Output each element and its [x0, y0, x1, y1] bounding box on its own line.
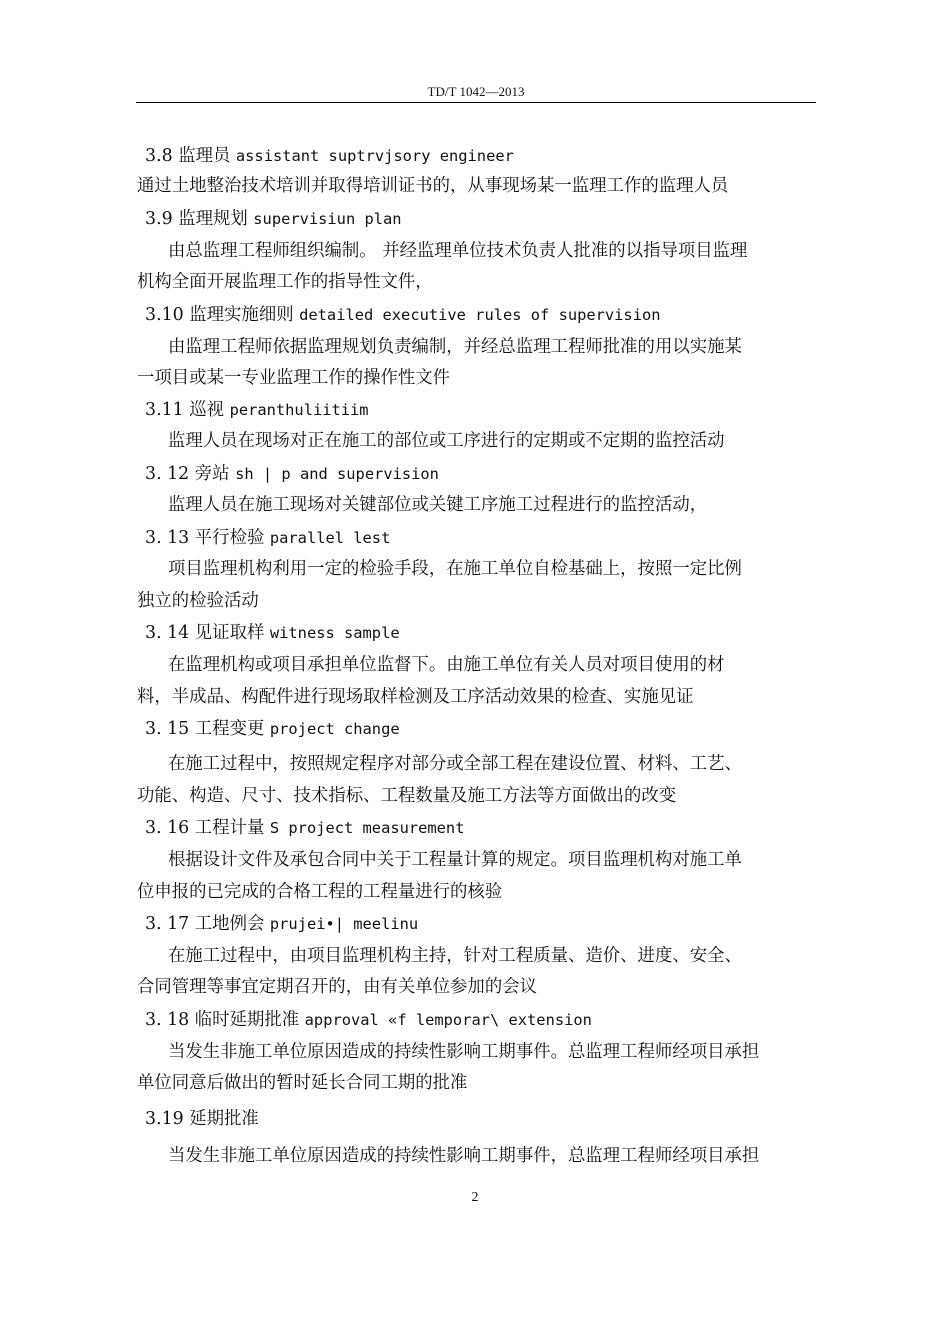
term-chinese: 监理员	[178, 146, 236, 166]
term-chinese: 临时延期批准	[194, 1010, 305, 1030]
term-chinese: 平行检验	[194, 528, 270, 548]
term-definition-line: 根据设计文件及承包合同中关于工程量计算的规定。项目监理机构对施工单	[168, 850, 742, 870]
term-heading	[145, 1009, 592, 1031]
term-definition-line: 在施工过程中，由项目监理机构主持，针对工程质量、造价、进度、安全、	[168, 946, 742, 966]
term-definition-line: 监理人员在现场对正在施工的部位或工序进行的定期或不定期的监控活动	[168, 431, 725, 451]
term-number: 3.11	[145, 400, 190, 420]
term-definition-line: 通过土地整治技术培训并取得培训证书的，从事现场某一监理工作的监理人员	[137, 176, 729, 196]
term-heading	[145, 622, 400, 644]
term-heading	[145, 527, 390, 549]
header-rule	[136, 102, 816, 103]
page-number: 2	[471, 1190, 479, 1205]
term-chinese: 监理规划	[178, 209, 254, 229]
term-number: 3.19	[145, 1109, 190, 1129]
term-english: parallel lest	[269, 529, 391, 547]
term-english: project change	[269, 720, 400, 738]
term-chinese: 巡视	[189, 400, 230, 420]
term-definition-line: 在施工过程中，按照规定程序对部分或全部工程在建设位置、材料、工艺、	[168, 754, 742, 774]
term-number: 3. 13	[145, 528, 195, 548]
term-number: 3. 15	[145, 719, 195, 739]
term-chinese: 工程变更	[194, 719, 270, 739]
term-chinese: 工地例会	[194, 914, 270, 934]
term-definition-line: 独立的检验活动	[137, 591, 259, 611]
term-heading	[145, 208, 402, 230]
term-english: peranthuliitiim	[229, 401, 369, 419]
term-chinese: 旁站	[194, 464, 236, 484]
term-chinese: 监理实施细则	[189, 305, 300, 325]
term-english: prujei•| meelinu	[269, 915, 419, 933]
term-heading	[145, 817, 464, 839]
term-definition-line: 合同管理等事宜定期召开的，由有关单位参加的会议	[137, 977, 537, 997]
term-heading	[145, 463, 439, 485]
term-definition-line: 当发生非施工单位原因造成的持续性影响工期事件。总监理工程师经项目承担	[168, 1042, 760, 1062]
term-english: S project measurement	[269, 819, 465, 837]
term-chinese: 延期批准	[189, 1109, 259, 1129]
term-heading	[145, 399, 369, 421]
term-definition-line: 单位同意后做出的暂时延长合同工期的批准	[137, 1073, 468, 1093]
term-number: 3.9	[145, 209, 179, 229]
term-heading	[145, 1108, 259, 1130]
term-chinese: 工程计量	[194, 818, 270, 838]
term-english: sh | p and supervision	[235, 465, 439, 483]
term-number: 3. 17	[145, 914, 195, 934]
term-number: 3. 14	[145, 623, 195, 643]
term-definition-line: 由总监理工程师组织编制。 并经监理单位技术负责人批准的以指导项目监理	[168, 241, 748, 261]
term-english: approval «f lemporar\ extension	[304, 1011, 592, 1029]
term-definition-line: 一项目或某一专业监理工作的操作性文件	[137, 368, 451, 388]
term-heading	[145, 913, 418, 935]
term-english: assistant suptrvjsory engineer	[235, 147, 514, 165]
term-english: supervisiun plan	[253, 210, 402, 228]
term-definition-line: 料，半成品、构配件进行现场取样检测及工序活动效果的检查、实施见证	[137, 687, 694, 707]
term-number: 3. 18	[145, 1010, 195, 1030]
term-english: detailed executive rules of supervision	[299, 306, 661, 324]
term-heading	[145, 718, 400, 740]
document-id-header: TD/T 1042—2013	[427, 84, 525, 99]
term-definition-line: 位申报的已完成的合格工程的工程量进行的核验	[137, 882, 503, 902]
term-number: 3. 16	[145, 818, 195, 838]
term-english: witness sample	[269, 624, 400, 642]
term-definition-line: 当发生非施工单位原因造成的持续性影响工期事件，总监理工程师经项目承担	[168, 1146, 760, 1166]
term-chinese: 见证取样	[194, 623, 270, 643]
term-heading	[145, 304, 661, 326]
term-definition-line: 功能、构造、尺寸、技术指标、工程数量及施工方法等方面做出的改变	[137, 786, 677, 806]
term-definition-line: 机构全面开展监理工作的指导性文件，	[137, 272, 433, 292]
term-definition-line: 项目监理机构利用一定的检验手段，在施工单位自检基础上，按照一定比例	[168, 559, 742, 579]
term-number: 3. 12	[145, 464, 195, 484]
term-definition-line: 由监理工程师依据监理规划负责编制，并经总监理工程师批准的用以实施某	[168, 337, 742, 357]
term-definition-line: 监理人员在施工现场对关键部位或关键工序施工过程进行的监控活动，	[168, 495, 708, 515]
term-number: 3.10	[145, 305, 190, 325]
term-heading	[145, 145, 514, 167]
term-number: 3.8	[145, 146, 179, 166]
term-definition-line: 在监理机构或项目承担单位监督下。由施工单位有关人员对项目使用的材	[168, 655, 725, 675]
